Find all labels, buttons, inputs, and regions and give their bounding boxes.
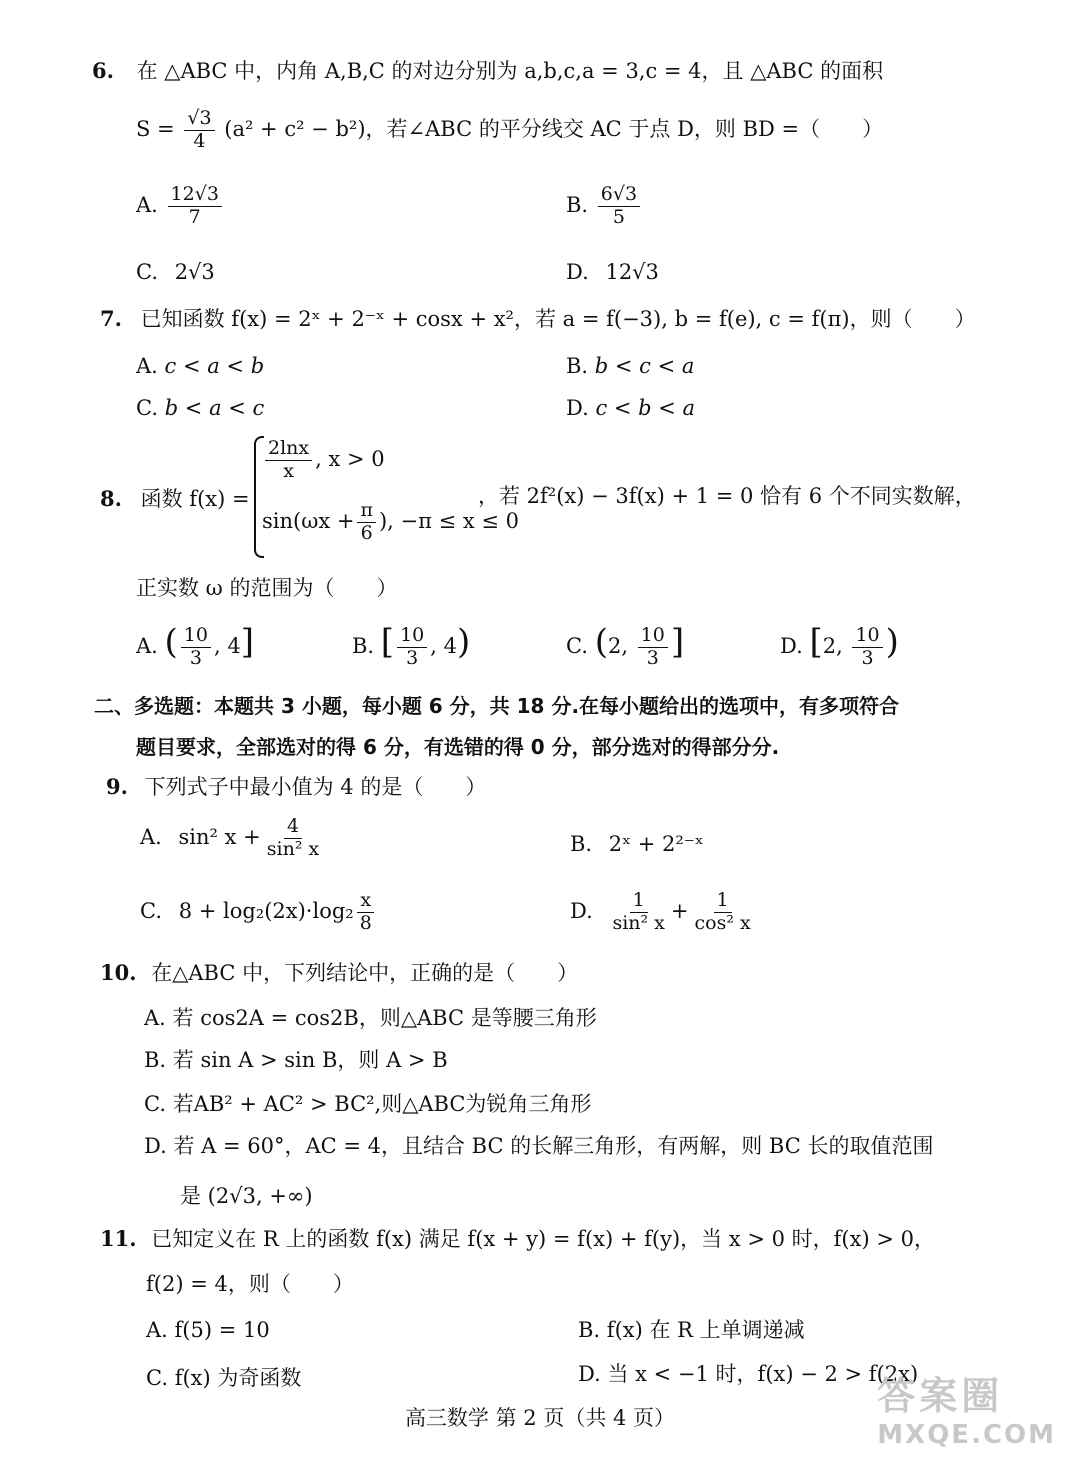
q10-option-d-line2: 是 (2√3, +∞) bbox=[180, 1184, 313, 1208]
q8-lead bbox=[100, 486, 250, 512]
q9-option-a[interactable]: A. sin² x + $\frac{4}{\text{sin² x}}$ bbox=[140, 815, 320, 860]
q6-option-a[interactable]: A. $\frac{12√3}{7}$ bbox=[136, 184, 225, 229]
q11-text: 已知定义在 R 上的函数 f(x) 满足 f(x + y) = f(x) + f(y)，当 x > 0 时，f(x) > 0， bbox=[151, 1227, 935, 1251]
q10-option-a[interactable]: A. 若 cos2A = cos2B，则△ABC 是等腰三角形 bbox=[144, 1006, 597, 1030]
q9-number: 9. bbox=[106, 774, 128, 799]
q9-option-b[interactable]: B. 2ˣ + 2²⁻ˣ bbox=[570, 832, 704, 856]
section2-heading-line2: 题目要求，全部选对的得 6 分，有选错的得 0 分，部分选对的得部分分. bbox=[136, 735, 780, 759]
q8-condition: ，若 2f²(x) − 3f(x) + 1 = 0 恰有 6 个不同实数解， bbox=[478, 484, 976, 508]
q9-stem bbox=[106, 774, 486, 800]
q9-option-c[interactable]: C. 8 + log₂(2x)·log₂ $\frac{x}{8}$ bbox=[140, 890, 378, 935]
q11-number: 11. bbox=[100, 1226, 137, 1251]
q10-text: 在△ABC 中，下列结论中，正确的是（ ） bbox=[151, 961, 579, 985]
q7-text: 已知函数 f(x) = 2ˣ + 2⁻ˣ + cosx + x²，若 a = f(−3), b = f(e), c = f(π)，则（ ） bbox=[140, 307, 976, 331]
q11-option-b[interactable]: B. f(x) 在 R 上单调递减 bbox=[578, 1318, 805, 1342]
q8-number: 8. bbox=[100, 486, 122, 511]
q7-stem bbox=[100, 306, 976, 332]
q8-option-a[interactable]: A. ( $\frac{10}{3}$ , 4] bbox=[136, 622, 254, 669]
q6-number: 6. bbox=[92, 58, 114, 83]
watermark-url: MXQE.COM bbox=[877, 1420, 1056, 1450]
q7-option-c[interactable]: C. b < a < c bbox=[136, 396, 265, 420]
q10-stem bbox=[100, 960, 578, 986]
q6-line2 bbox=[136, 108, 883, 153]
watermark bbox=[877, 1365, 1056, 1450]
q11-stem-line2: f(2) = 4，则（ ） bbox=[146, 1272, 354, 1296]
q6-option-d[interactable]: D. 12√3 bbox=[566, 260, 659, 284]
q6-option-c[interactable]: C. 2√3 bbox=[136, 260, 215, 284]
q6-option-b[interactable]: B. $\frac{6√3}{5}$ bbox=[566, 184, 643, 229]
q10-option-d[interactable]: D. 若 A = 60°，AC = 4，且结合 BC 的长解三角形，有两解，则 BC 长的取值范围 bbox=[144, 1134, 934, 1158]
q11-option-a[interactable]: A. f(5) = 10 bbox=[146, 1318, 270, 1342]
q8-option-c[interactable]: C. (2, $\frac{10}{3}$ ] bbox=[566, 622, 685, 669]
q7-option-d[interactable]: D. c < b < a bbox=[566, 396, 696, 420]
section2-heading-line1: 二、多选题：本题共 3 小题，每小题 6 分，共 18 分.在每小题给出的选项中，有多项符合 bbox=[94, 694, 900, 718]
q7-number: 7. bbox=[100, 306, 122, 331]
q6-stem-line1: 在 △ABC 中，内角 A,B,C 的对边分别为 a,b,c,a = 3,c = 4，且 △ABC 的面积 bbox=[136, 59, 884, 83]
q6-fraction: $\frac{√3}{4}$ bbox=[184, 108, 214, 153]
q10-option-b[interactable]: B. 若 sin A > sin B，则 A > B bbox=[144, 1048, 448, 1072]
q9-text: 下列式子中最小值为 4 的是（ ） bbox=[144, 775, 487, 799]
watermark-logo-text: 答案圈 bbox=[877, 1374, 1004, 1418]
q11-option-d[interactable]: D. 当 x < −1 时，f(x) − 2 > f(2x) bbox=[578, 1362, 919, 1386]
q8-function-name: 函数 f(x) = bbox=[140, 487, 250, 511]
q6-s-equals: S = bbox=[136, 116, 175, 141]
q8-case-1: $\frac{2\ln x}{x}$ , x > 0 bbox=[262, 438, 385, 483]
q8-line2: 正实数 ω 的范围为（ ） bbox=[136, 576, 398, 600]
q6-line1 bbox=[92, 58, 883, 84]
q10-number: 10. bbox=[100, 960, 137, 985]
q9-option-d[interactable]: D. $\frac{1}{\text{sin² x}}$ + $\frac{1}{\text{cos² x}}$ bbox=[570, 889, 751, 934]
q6-stem-line2: (a² + c² − b²)，若∠ABC 的平分线交 AC 于点 D，则 BD =（ ） bbox=[224, 116, 884, 141]
q8-option-b[interactable]: B. [ $\frac{10}{3}$ , 4) bbox=[352, 622, 471, 669]
q8-case-2: sin(ωx + $\frac{\pi}{6}$ ), −π ≤ x ≤ 0 bbox=[262, 499, 519, 544]
page-footer: 高三数学 第 2 页（共 4 页） bbox=[404, 1406, 676, 1430]
q11-stem-line1 bbox=[100, 1226, 935, 1252]
q11-option-c[interactable]: C. f(x) 为奇函数 bbox=[146, 1366, 302, 1390]
q7-option-a[interactable]: A. c < a < b bbox=[136, 354, 265, 378]
q8-option-d[interactable]: D. [2, $\frac{10}{3}$ ) bbox=[780, 622, 899, 669]
q7-option-b[interactable]: B. b < c < a bbox=[566, 354, 695, 378]
q10-option-c[interactable]: C. 若AB² + AC² > BC²,则△ABC为锐角三角形 bbox=[144, 1092, 592, 1116]
